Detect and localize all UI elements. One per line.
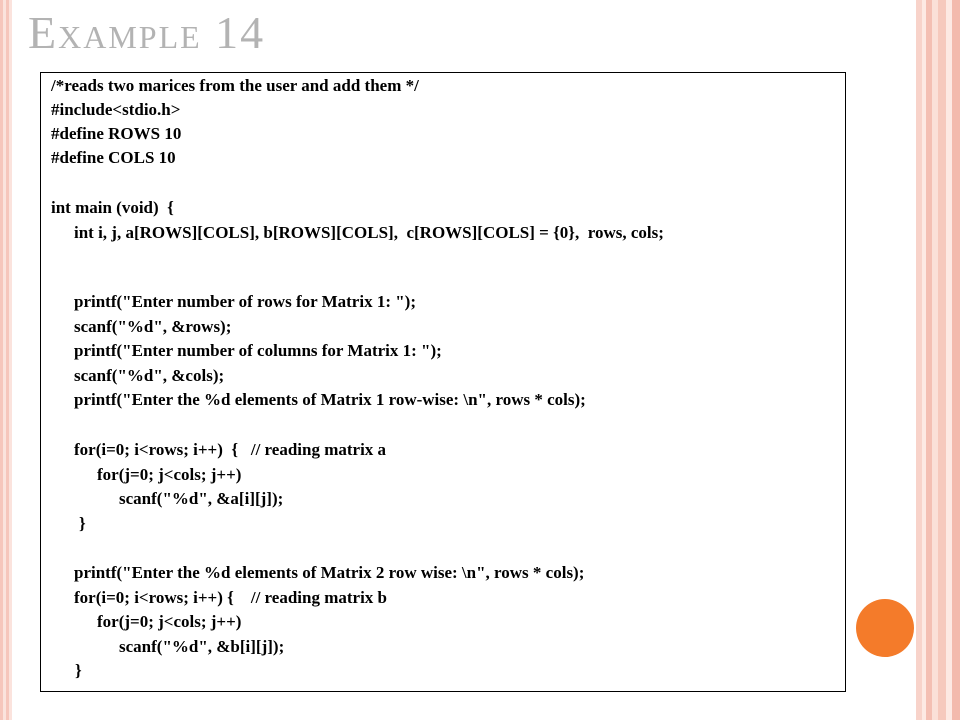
code-line-scanf-a: scanf("%d", &a[i][j]); <box>119 489 284 508</box>
code-line-scanf-b: scanf("%d", &b[i][j]); <box>119 637 285 656</box>
left-decorative-border <box>0 0 12 720</box>
code-line-for-j-a: for(j=0; j<cols; j++) <box>97 465 242 484</box>
accent-circle <box>856 599 914 657</box>
code-line-scanf-cols: scanf("%d", &cols); <box>74 366 225 385</box>
code-line-for-j-b: for(j=0; j<cols; j++) <box>97 612 242 631</box>
code-line-for-i-b: for(i=0; i<rows; i++) { // reading matrix b <box>74 588 388 607</box>
code-block <box>40 72 846 692</box>
code-line-define-cols: #define COLS 10 <box>51 148 176 167</box>
code-line-scanf-rows: scanf("%d", &rows); <box>74 317 232 336</box>
code-line-printf-rows: printf("Enter number of rows for Matrix 1: "); <box>74 292 416 311</box>
code-line-for-i-a: for(i=0; i<rows; i++) { // reading matrix a <box>74 440 387 459</box>
slide-title: Example 14 <box>28 7 266 58</box>
code-line-printf-cols: printf("Enter number of columns for Matrix 1: "); <box>74 341 442 360</box>
code-line-close-brace-a: } <box>79 514 86 533</box>
code-line-close-brace-b: } <box>75 661 82 680</box>
right-decorative-border <box>916 0 960 720</box>
code-line-printf-elements-1: printf("Enter the %d elements of Matrix 1 row-wise: \n", rows * cols); <box>74 390 586 409</box>
code-line-printf-elements-2: printf("Enter the %d elements of Matrix 2 row wise: \n", rows * cols); <box>74 563 585 582</box>
code-line-include: #include<stdio.h> <box>51 100 181 119</box>
code-line-comment: /*reads two marices from the user and add them */ <box>51 76 419 95</box>
code-line-main: int main (void) { <box>51 198 174 217</box>
code-line-define-rows: #define ROWS 10 <box>51 124 182 143</box>
code-line-declarations: int i, j, a[ROWS][COLS], b[ROWS][COLS], c[ROWS][COLS] = {0}, rows, cols; <box>74 223 664 242</box>
